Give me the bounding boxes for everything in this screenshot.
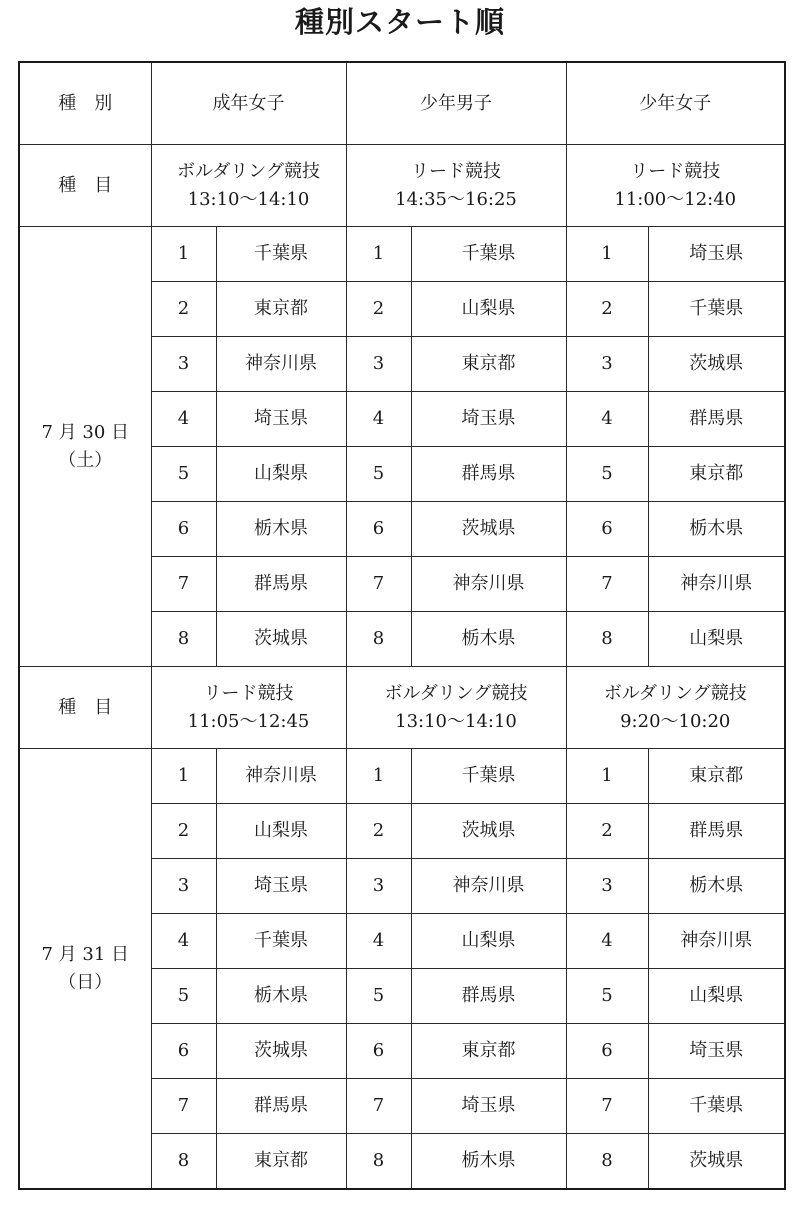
prefecture-cell: 群馬県 [216, 557, 346, 612]
prefecture-cell: 埼玉県 [411, 1079, 566, 1134]
event-name: リード競技 [203, 682, 294, 704]
order-number: 8 [566, 1134, 648, 1190]
order-number: 7 [566, 557, 648, 612]
order-number: 3 [346, 859, 411, 914]
order-number: 3 [346, 337, 411, 392]
date-cell [19, 227, 151, 667]
event-cell [151, 667, 346, 749]
order-number: 2 [151, 282, 216, 337]
prefecture-cell: 神奈川県 [216, 749, 346, 804]
prefecture-cell: 東京都 [411, 1024, 566, 1079]
category-cell: 成年女子 [151, 62, 346, 145]
order-number: 5 [566, 447, 648, 502]
order-number: 4 [566, 914, 648, 969]
order-number: 3 [151, 859, 216, 914]
order-number: 2 [151, 804, 216, 859]
table-row [19, 227, 785, 282]
prefecture-cell: 栃木県 [216, 502, 346, 557]
prefecture-cell: 神奈川県 [216, 337, 346, 392]
prefecture-cell: 山梨県 [411, 914, 566, 969]
prefecture-cell: 山梨県 [411, 282, 566, 337]
order-number: 3 [566, 859, 648, 914]
prefecture-cell: 群馬県 [411, 969, 566, 1024]
order-number: 2 [566, 804, 648, 859]
order-number: 2 [346, 804, 411, 859]
order-number: 4 [346, 392, 411, 447]
prefecture-cell: 群馬県 [216, 1079, 346, 1134]
order-number: 2 [566, 282, 648, 337]
prefecture-cell: 群馬県 [411, 447, 566, 502]
order-number: 5 [151, 969, 216, 1024]
event-time: 13:10〜14:10 [395, 710, 517, 732]
page-title: 種別スタート順 [294, 5, 505, 39]
order-number: 8 [346, 1134, 411, 1190]
order-number: 1 [566, 227, 648, 282]
order-number: 8 [151, 1134, 216, 1190]
order-number: 2 [346, 282, 411, 337]
prefecture-cell: 茨城県 [648, 1134, 785, 1190]
order-number: 1 [151, 227, 216, 282]
event-name: ボルダリング競技 [177, 160, 320, 182]
prefecture-cell: 埼玉県 [216, 859, 346, 914]
category-header-row [19, 62, 785, 145]
start-order-table [18, 61, 786, 1190]
event-name: ボルダリング競技 [603, 682, 747, 704]
order-number: 1 [346, 227, 411, 282]
prefecture-cell: 東京都 [648, 447, 785, 502]
order-number: 5 [151, 447, 216, 502]
prefecture-cell: 山梨県 [648, 612, 785, 667]
order-number: 5 [566, 969, 648, 1024]
event-name: ボルダリング競技 [384, 682, 528, 704]
prefecture-cell: 山梨県 [216, 804, 346, 859]
prefecture-cell: 千葉県 [216, 227, 346, 282]
order-number: 4 [151, 392, 216, 447]
category-label: 種 別 [19, 62, 151, 145]
order-number: 6 [566, 1024, 648, 1079]
prefecture-cell: 栃木県 [648, 502, 785, 557]
prefecture-cell: 千葉県 [648, 1079, 785, 1134]
order-number: 6 [566, 502, 648, 557]
event-time: 14:35〜16:25 [395, 188, 517, 210]
weekday-text: （土） [58, 449, 113, 471]
prefecture-cell: 埼玉県 [648, 227, 785, 282]
order-number: 8 [151, 612, 216, 667]
event-cell [346, 145, 566, 227]
prefecture-cell: 群馬県 [648, 392, 785, 447]
order-number: 5 [346, 969, 411, 1024]
prefecture-cell: 東京都 [216, 282, 346, 337]
prefecture-cell: 茨城県 [216, 612, 346, 667]
order-number: 7 [346, 1079, 411, 1134]
order-number: 3 [151, 337, 216, 392]
prefecture-cell: 茨城県 [411, 502, 566, 557]
prefecture-cell: 千葉県 [216, 914, 346, 969]
event-time: 13:10〜14:10 [187, 188, 310, 210]
prefecture-cell: 神奈川県 [411, 859, 566, 914]
prefecture-cell: 栃木県 [648, 859, 785, 914]
prefecture-cell: 埼玉県 [216, 392, 346, 447]
order-number: 7 [346, 557, 411, 612]
order-number: 8 [346, 612, 411, 667]
prefecture-cell: 神奈川県 [648, 557, 785, 612]
date-text: 7 月 30 日 [41, 421, 130, 443]
order-number: 4 [566, 392, 648, 447]
order-number: 3 [566, 337, 648, 392]
order-number: 7 [566, 1079, 648, 1134]
table-row [19, 749, 785, 804]
prefecture-cell: 神奈川県 [411, 557, 566, 612]
event-name: リード競技 [630, 160, 721, 182]
prefecture-cell: 千葉県 [648, 282, 785, 337]
event-time: 11:00〜12:40 [614, 188, 737, 210]
event-cell [566, 667, 785, 749]
event-label: 種 目 [19, 145, 151, 227]
event-cell [566, 145, 785, 227]
date-cell [19, 749, 151, 1190]
order-number: 7 [151, 1079, 216, 1134]
prefecture-cell: 神奈川県 [648, 914, 785, 969]
event-name: リード競技 [411, 160, 501, 182]
order-number: 7 [151, 557, 216, 612]
order-number: 6 [151, 502, 216, 557]
prefecture-cell: 千葉県 [411, 749, 566, 804]
order-number: 6 [346, 1024, 411, 1079]
category-cell: 少年女子 [566, 62, 785, 145]
prefecture-cell: 栃木県 [411, 1134, 566, 1190]
order-number: 4 [346, 914, 411, 969]
prefecture-cell: 群馬県 [648, 804, 785, 859]
prefecture-cell: 栃木県 [411, 612, 566, 667]
prefecture-cell: 栃木県 [216, 969, 346, 1024]
date-text: 7 月 31 日 [41, 943, 130, 965]
order-number: 6 [346, 502, 411, 557]
order-number: 8 [566, 612, 648, 667]
prefecture-cell: 東京都 [411, 337, 566, 392]
event-row [19, 145, 785, 227]
prefecture-cell: 茨城県 [216, 1024, 346, 1079]
prefecture-cell: 東京都 [648, 749, 785, 804]
event-time: 11:05〜12:45 [187, 710, 310, 732]
prefecture-cell: 埼玉県 [411, 392, 566, 447]
prefecture-cell: 千葉県 [411, 227, 566, 282]
event-time: 9:20〜10:20 [620, 710, 731, 732]
prefecture-cell: 山梨県 [648, 969, 785, 1024]
order-number: 4 [151, 914, 216, 969]
event-cell [346, 667, 566, 749]
event-cell [151, 145, 346, 227]
order-number: 1 [346, 749, 411, 804]
prefecture-cell: 茨城県 [648, 337, 785, 392]
prefecture-cell: 山梨県 [216, 447, 346, 502]
category-cell: 少年男子 [346, 62, 566, 145]
event-row [19, 667, 785, 749]
order-number: 1 [566, 749, 648, 804]
order-number: 6 [151, 1024, 216, 1079]
prefecture-cell: 茨城県 [411, 804, 566, 859]
prefecture-cell: 東京都 [216, 1134, 346, 1190]
order-number: 5 [346, 447, 411, 502]
prefecture-cell: 埼玉県 [648, 1024, 785, 1079]
order-number: 1 [151, 749, 216, 804]
weekday-text: （日） [58, 971, 113, 993]
event-label: 種 目 [19, 667, 151, 749]
